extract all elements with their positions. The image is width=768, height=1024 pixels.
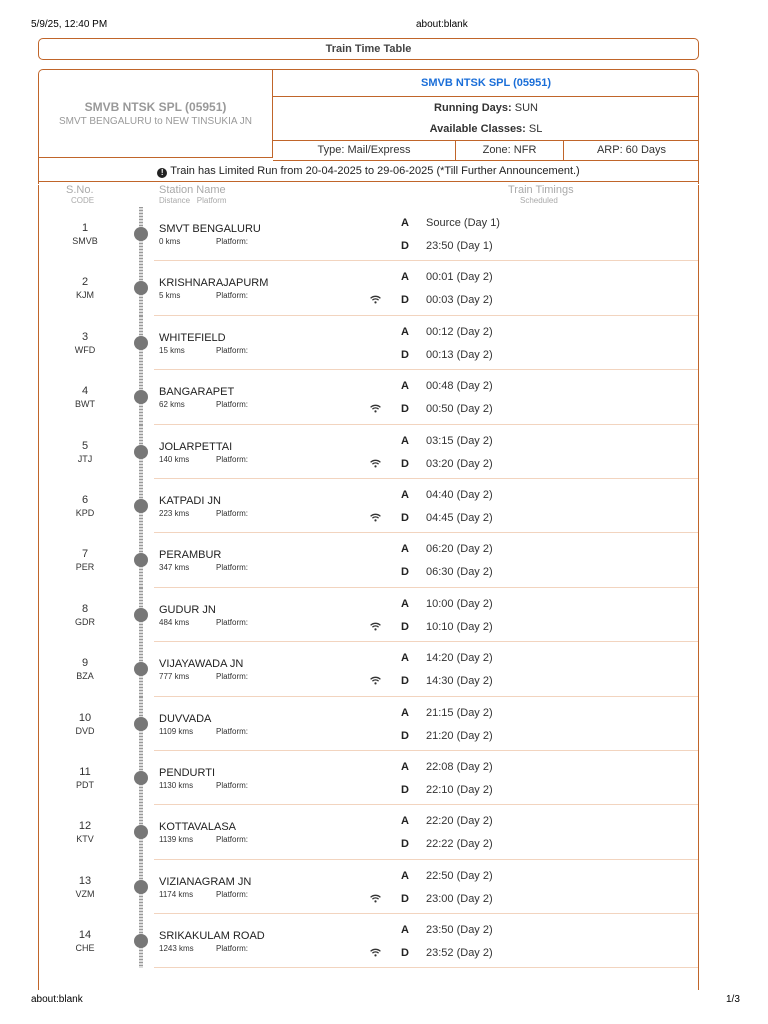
station-distance: 1174 kms [159, 889, 194, 899]
col-timings: Train Timings [508, 184, 574, 196]
arrival-time: 04:40 (Day 2) [426, 488, 493, 501]
station-platform: Platform: [216, 400, 249, 410]
station-code: BWT [75, 399, 95, 410]
station-code: GDR [75, 616, 95, 627]
arrival-label: A [401, 815, 409, 828]
departure-label: D [401, 675, 409, 688]
station-name[interactable]: KOTTAVALASA [159, 821, 237, 834]
station-distance: 777 kms [159, 672, 190, 682]
train-route: SMVT BENGALURU to NEW TINSUKIA JN [58, 116, 252, 127]
station-marker-icon [134, 771, 148, 785]
station-sno: 3 [81, 330, 89, 343]
station-distance: 484 kms [159, 617, 190, 627]
arrival-label: A [401, 924, 409, 937]
station-code: SMVB [72, 236, 98, 246]
col-code: CODE [71, 196, 95, 205]
col-platform: Platform [196, 196, 227, 205]
station-code: PER [75, 562, 95, 573]
station-code: VZM [75, 888, 95, 899]
departure-label: D [401, 457, 409, 470]
wifi-icon [370, 455, 381, 473]
station-platform: Platform: [216, 672, 249, 682]
station-name[interactable]: SMVT BENGALURU [159, 223, 261, 235]
station-platform: Platform: [216, 726, 249, 736]
station-marker-icon [134, 281, 148, 295]
arrival-label: A [401, 217, 409, 229]
train-meta-row [273, 141, 699, 161]
arrival-time: 10:00 (Day 2) [426, 597, 493, 610]
station-marker-icon [134, 336, 148, 350]
arrival-label: A [401, 706, 409, 719]
station-distance: 1243 kms [159, 944, 194, 954]
departure-time: 00:50 (Day 2) [426, 403, 493, 416]
station-platform: Platform: [216, 563, 249, 573]
station-row [39, 860, 698, 914]
col-station: Station Name [159, 184, 226, 196]
station-name[interactable]: JOLARPETTAI [159, 440, 233, 453]
station-row [39, 533, 698, 587]
station-row [39, 370, 698, 424]
departure-label: D [401, 403, 409, 416]
departure-time: 14:30 (Day 2) [426, 675, 493, 688]
station-distance: 1109 kms [159, 726, 194, 736]
station-code: KTV [76, 834, 94, 845]
station-distance: 1130 kms [159, 780, 194, 790]
col-sno: S.No. [66, 184, 94, 196]
running-days-value: SUN [511, 102, 538, 114]
arrival-label: A [401, 869, 409, 882]
arrival-label: A [401, 597, 409, 610]
departure-label: D [401, 294, 409, 307]
station-distance: 1139 kms [159, 835, 194, 845]
station-marker-icon [134, 445, 148, 459]
station-code: DVD [75, 725, 95, 736]
station-marker-icon [134, 717, 148, 731]
arrival-time: 22:08 (Day 2) [426, 760, 493, 773]
station-row [39, 316, 698, 370]
arrival-time: 03:15 (Day 2) [426, 434, 493, 447]
station-name[interactable]: KRISHNARAJAPURM [159, 277, 269, 290]
station-sno: 14 [78, 929, 92, 942]
station-name[interactable]: GUDUR JN [159, 603, 216, 616]
wifi-icon [370, 400, 381, 418]
arrival-time: 06:20 (Day 2) [426, 543, 493, 556]
station-platform: Platform: [216, 508, 249, 518]
print-page-number: 1/3 [726, 994, 740, 1005]
info-icon: ! [157, 168, 167, 178]
station-code: PDT [76, 779, 94, 790]
station-platform: Platform: [216, 291, 249, 301]
col-distance-platform [159, 196, 227, 205]
arrival-time: 23:50 (Day 2) [426, 924, 493, 937]
available-classes [273, 119, 699, 141]
arrival-time: 00:12 (Day 2) [426, 325, 493, 338]
departure-label: D [401, 892, 409, 905]
station-code: KJM [76, 290, 94, 301]
train-info-panel [38, 69, 699, 184]
station-sno: 12 [78, 820, 92, 833]
departure-label: D [401, 783, 409, 796]
station-platform: Platform: [216, 835, 249, 845]
table-header [38, 181, 699, 208]
station-platform: Platform: [216, 617, 249, 627]
departure-label: D [401, 348, 409, 361]
station-marker-icon [134, 825, 148, 839]
station-distance: 15 kms [159, 345, 185, 355]
train-type: Type: Mail/Express [273, 141, 456, 160]
station-marker-icon [134, 227, 148, 241]
row-divider [154, 967, 698, 968]
station-name[interactable]: PENDURTI [159, 766, 216, 779]
station-name[interactable]: WHITEFIELD [159, 331, 226, 344]
station-name[interactable]: SRIKAKULAM ROAD [159, 930, 265, 943]
departure-time: 21:20 (Day 2) [426, 729, 493, 742]
departure-time: 22:10 (Day 2) [426, 783, 493, 796]
station-marker-icon [134, 390, 148, 404]
col-distance: Distance [159, 196, 191, 205]
arrival-label: A [401, 271, 409, 284]
departure-label: D [401, 511, 409, 524]
station-row [39, 425, 698, 479]
station-code: BZA [76, 671, 94, 682]
station-name[interactable]: BANGARAPET [159, 386, 235, 399]
station-name[interactable]: DUVVADA [159, 712, 212, 725]
departure-time: 00:13 (Day 2) [426, 348, 493, 361]
print-url: about:blank [416, 19, 468, 30]
departure-label: D [401, 838, 409, 851]
available-classes-label: Available Classes: [429, 123, 526, 135]
wifi-icon [370, 291, 381, 309]
arrival-time: 21:15 (Day 2) [426, 706, 493, 719]
departure-label: D [401, 947, 409, 960]
station-row [39, 479, 698, 533]
station-distance: 62 kms [159, 400, 185, 410]
train-summary [39, 70, 273, 158]
notice-text: Train has Limited Run from 20-04-2025 to 29-06-2025 (*Till Further Announcement.) [170, 165, 580, 177]
station-platform: Platform: [216, 944, 249, 954]
station-code: JTJ [77, 453, 93, 464]
arrival-label: A [401, 652, 409, 665]
wifi-icon [370, 672, 381, 690]
arrival-time: 22:20 (Day 2) [426, 815, 493, 828]
station-sno: 10 [78, 711, 92, 724]
arrival-time: 00:01 (Day 2) [426, 271, 493, 284]
station-code: KPD [75, 507, 95, 518]
station-code: WFD [74, 344, 96, 355]
train-name-link[interactable]: SMVB NTSK SPL (05951) [273, 70, 699, 97]
train-zone: Zone: NFR [456, 141, 564, 160]
station-sno: 1 [81, 222, 89, 234]
arrival-label: A [401, 488, 409, 501]
arrival-time: 14:20 (Day 2) [426, 652, 493, 665]
station-row [39, 914, 698, 968]
arrival-label: A [401, 434, 409, 447]
arrival-time: 00:48 (Day 2) [426, 380, 493, 393]
station-marker-icon [134, 608, 148, 622]
station-marker-icon [134, 662, 148, 676]
departure-time: 23:50 (Day 1) [426, 240, 493, 252]
station-row [39, 207, 698, 261]
departure-time: 06:30 (Day 2) [426, 566, 493, 579]
arrival-time: Source (Day 1) [426, 217, 500, 229]
arrival-time: 22:50 (Day 2) [426, 869, 493, 882]
station-distance: 223 kms [159, 508, 190, 518]
station-row [39, 697, 698, 751]
station-row [39, 751, 698, 805]
station-sno: 7 [81, 548, 89, 561]
train-name: SMVB NTSK SPL (05951) [84, 100, 227, 114]
departure-label: D [401, 240, 409, 252]
departure-time: 03:20 (Day 2) [426, 457, 493, 470]
departure-time: 00:03 (Day 2) [426, 294, 493, 307]
wifi-icon [370, 618, 381, 636]
station-sno: 9 [81, 657, 89, 670]
station-sno: 11 [79, 765, 91, 778]
departure-time: 23:52 (Day 2) [426, 947, 493, 960]
station-name[interactable]: PERAMBUR [159, 549, 222, 562]
station-sno: 13 [78, 874, 92, 887]
station-marker-icon [134, 880, 148, 894]
station-name[interactable]: VIZIANAGRAM JN [159, 875, 252, 888]
station-platform: Platform: [216, 780, 249, 790]
station-sno: 6 [81, 493, 89, 506]
station-row [39, 261, 698, 315]
table-border-right [698, 185, 699, 990]
station-row [39, 588, 698, 642]
station-sno: 4 [81, 385, 89, 398]
print-footer-url: about:blank [31, 994, 83, 1005]
limited-run-notice [39, 161, 698, 182]
running-days [273, 97, 699, 119]
running-days-label: Running Days: [434, 102, 512, 114]
station-sno: 5 [81, 439, 89, 452]
page-title: Train Time Table [38, 38, 699, 60]
station-distance: 347 kms [159, 563, 190, 573]
arrival-label: A [401, 325, 409, 338]
station-name[interactable]: VIJAYAWADA JN [159, 658, 244, 671]
departure-label: D [401, 566, 409, 579]
station-sno: 2 [81, 276, 89, 289]
departure-label: D [401, 729, 409, 742]
station-platform: Platform: [216, 345, 249, 355]
station-distance: 0 kms [159, 237, 181, 246]
station-row [39, 805, 698, 859]
station-row [39, 642, 698, 696]
station-platform: Platform: [216, 237, 249, 246]
station-sno: 8 [81, 602, 89, 615]
station-code: CHE [75, 943, 95, 954]
col-scheduled: Scheduled [520, 196, 558, 205]
available-classes-value: SL [525, 123, 543, 135]
train-arp: ARP: 60 Days [596, 144, 667, 156]
arrival-label: A [401, 380, 409, 393]
station-marker-icon [134, 934, 148, 948]
station-list [39, 207, 698, 968]
station-platform: Platform: [216, 454, 249, 464]
wifi-icon [370, 890, 381, 908]
arrival-label: A [401, 543, 409, 556]
wifi-icon [370, 944, 381, 962]
departure-time: 23:00 (Day 2) [426, 892, 493, 905]
station-distance: 5 kms [159, 291, 181, 301]
departure-label: D [401, 620, 409, 633]
departure-time: 22:22 (Day 2) [426, 838, 493, 851]
station-marker-icon [134, 499, 148, 513]
station-marker-icon [134, 553, 148, 567]
departure-time: 04:45 (Day 2) [426, 511, 493, 524]
wifi-icon [370, 509, 381, 527]
departure-time: 10:10 (Day 2) [426, 620, 493, 633]
arrival-label: A [401, 760, 409, 773]
station-platform: Platform: [216, 889, 249, 899]
station-name[interactable]: KATPADI JN [159, 494, 221, 507]
print-datetime: 5/9/25, 12:40 PM [31, 19, 108, 30]
station-distance: 140 kms [159, 454, 190, 464]
